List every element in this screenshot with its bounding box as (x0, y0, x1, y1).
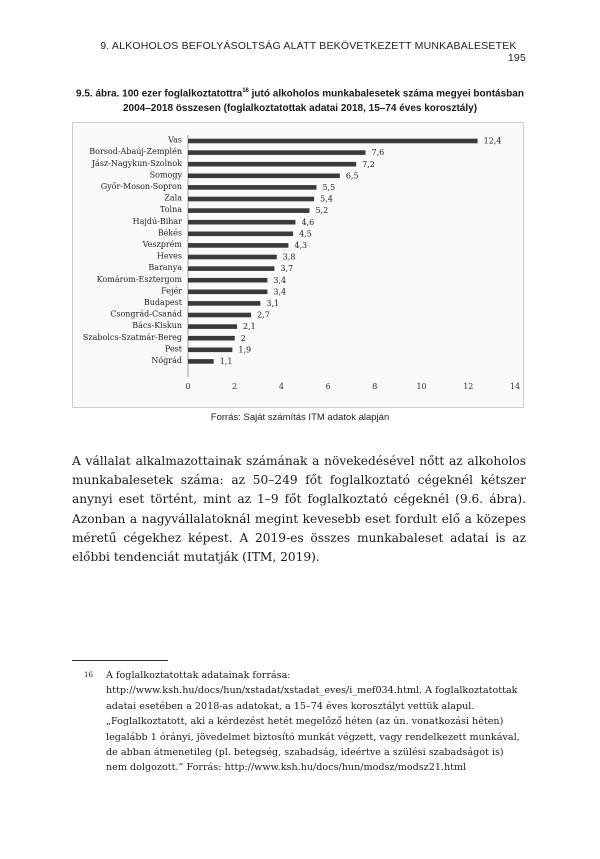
category-label: Győr-Moson-Sopron (100, 182, 182, 191)
category-label: Somogy (149, 170, 182, 180)
x-tick-label: 12 (463, 382, 474, 391)
category-label: Budapest (143, 298, 182, 307)
bar (188, 290, 267, 295)
category-label: Baranya (148, 263, 182, 273)
category-label: Tolna (159, 205, 182, 215)
bar (188, 278, 267, 283)
category-label: Fejér (161, 286, 182, 296)
category-label: Jász-Nagykun-Szolnok (91, 158, 182, 168)
value-label: 5,2 (315, 206, 329, 216)
value-label: 6,5 (345, 171, 359, 181)
value-label: 12,4 (483, 136, 502, 146)
caption-rest: jutó alkoholos munkabalesetek száma megyei bontásban 2004–2018 összesen (foglalkoztatottak adatai 2018, 15–74 éves korosztály) (122, 88, 524, 115)
x-tick-label: 14 (509, 382, 521, 391)
footnote-divider (72, 660, 168, 661)
value-label: 4,6 (301, 217, 315, 227)
category-label: Zala (164, 193, 182, 203)
value-label: 2,1 (243, 322, 256, 332)
caption-prefix: 9.5. ábra. 100 ezer foglalkoztatottra (76, 88, 243, 100)
running-header (80, 40, 526, 64)
bar (188, 174, 340, 179)
value-label: 7,2 (362, 159, 375, 169)
value-label: 4,3 (294, 241, 308, 250)
value-label: 1,9 (238, 345, 252, 355)
value-label: 5,5 (322, 183, 336, 192)
x-tick-label: 8 (372, 382, 378, 391)
bar (188, 150, 366, 155)
category-label: Szabolcs-Szatmár-Bereg (82, 332, 182, 342)
bar (188, 348, 232, 353)
value-label: 3,1 (266, 299, 280, 308)
value-label: 3,4 (273, 287, 287, 297)
value-label: 3,7 (280, 264, 294, 274)
bar (188, 243, 288, 248)
bar (188, 220, 295, 225)
category-label: Csongrád-Csanád (110, 309, 182, 319)
category-label: Vas (168, 135, 182, 145)
page-number: 195 (507, 52, 526, 64)
running-title: 9. ALKOHOLOS BEFOLYÁSOLTSÁG ALATT BEKÖVETKEZETT MUNKABALESETEK (100, 40, 517, 52)
bar (188, 324, 237, 329)
bar-chart (73, 123, 523, 407)
value-label: 3,4 (273, 275, 287, 285)
category-label: Pest (164, 344, 182, 354)
caption-footnote-ref: 16 (242, 88, 249, 94)
bar (188, 185, 316, 190)
bar (188, 139, 478, 144)
bar (188, 162, 356, 167)
bar (188, 313, 251, 318)
value-label: 3,8 (282, 252, 296, 262)
category-label: Veszprém (142, 240, 182, 249)
figure-source: Forrás: Saját számítás ITM adatok alapján (210, 412, 390, 423)
x-tick-label: 2 (232, 382, 238, 391)
x-tick-label: 0 (185, 382, 191, 391)
chart-frame (72, 122, 524, 408)
x-tick-label: 4 (278, 382, 284, 391)
value-label: 1,1 (219, 357, 233, 366)
bar (188, 232, 293, 237)
footnote (72, 668, 526, 776)
category-label: Komárom-Esztergom (96, 274, 182, 284)
value-label: 2 (240, 333, 246, 343)
value-label: 7,6 (371, 148, 385, 158)
bar (188, 197, 314, 202)
category-label: Nógrád (151, 356, 182, 365)
bar (188, 359, 214, 364)
category-label: Borsod-Abaúj-Zemplén (89, 147, 182, 157)
value-label: 4,5 (299, 229, 312, 239)
category-label: Heves (156, 251, 182, 261)
category-label: Békés (157, 228, 182, 238)
value-label: 2,7 (257, 310, 270, 320)
category-label: Bács-Kiskun (132, 321, 182, 331)
figure-caption (70, 84, 530, 116)
x-tick-label: 6 (325, 382, 331, 391)
footnote-number: 16 (84, 671, 93, 679)
bar (188, 208, 309, 213)
bar (188, 301, 260, 306)
bar (188, 266, 274, 271)
footnote-text: A foglalkoztatottak adatainak forrása: http://www.ksh.hu/docs/hun/xstadat/xstadat_eves/i_mef034.html. A foglalkoztatottak adatai esetében a 2018-as adatokat, a 15–74 éves korosztályt vettük alapul. „Foglalkoztatott, aki a kérdezést hetét megelőző héten (az ún. vonatkozási héten) legalább 1 órányi, jövedelmet biztosító munkát végzett, vagy rendelkezett munkával, de abban átmenetileg (pl. betegség, szabadság, ideértve a szülési szabadságot is) nem dolgozott.” Forrás: http://www.ksh.hu/docs/hun/modsz/modsz21.html (106, 670, 520, 774)
value-label: 5,4 (320, 194, 333, 204)
category-label: Hajdú-Bihar (132, 216, 182, 226)
x-tick-label: 10 (416, 382, 427, 391)
bar (188, 255, 277, 260)
bar (188, 336, 235, 341)
body-paragraph: A vállalat alkalmazottainak számának a növekedésével nőtt az alkoholos munkabalesetek száma: az 50–249 főt foglalkoztató cégeknél kétszer anynyi eset történt, mint az 1–9 főt foglalkoztató cégeknél (9.6. ábra). Azonban a nagyvállalatoknál megint kevesebb eset fordult elő a közepes méretű cégekhez képest. A 2019-es összes munkabaleset adatai is az előbbi tendenciát mutatják (ITM, 2019). (72, 454, 526, 565)
